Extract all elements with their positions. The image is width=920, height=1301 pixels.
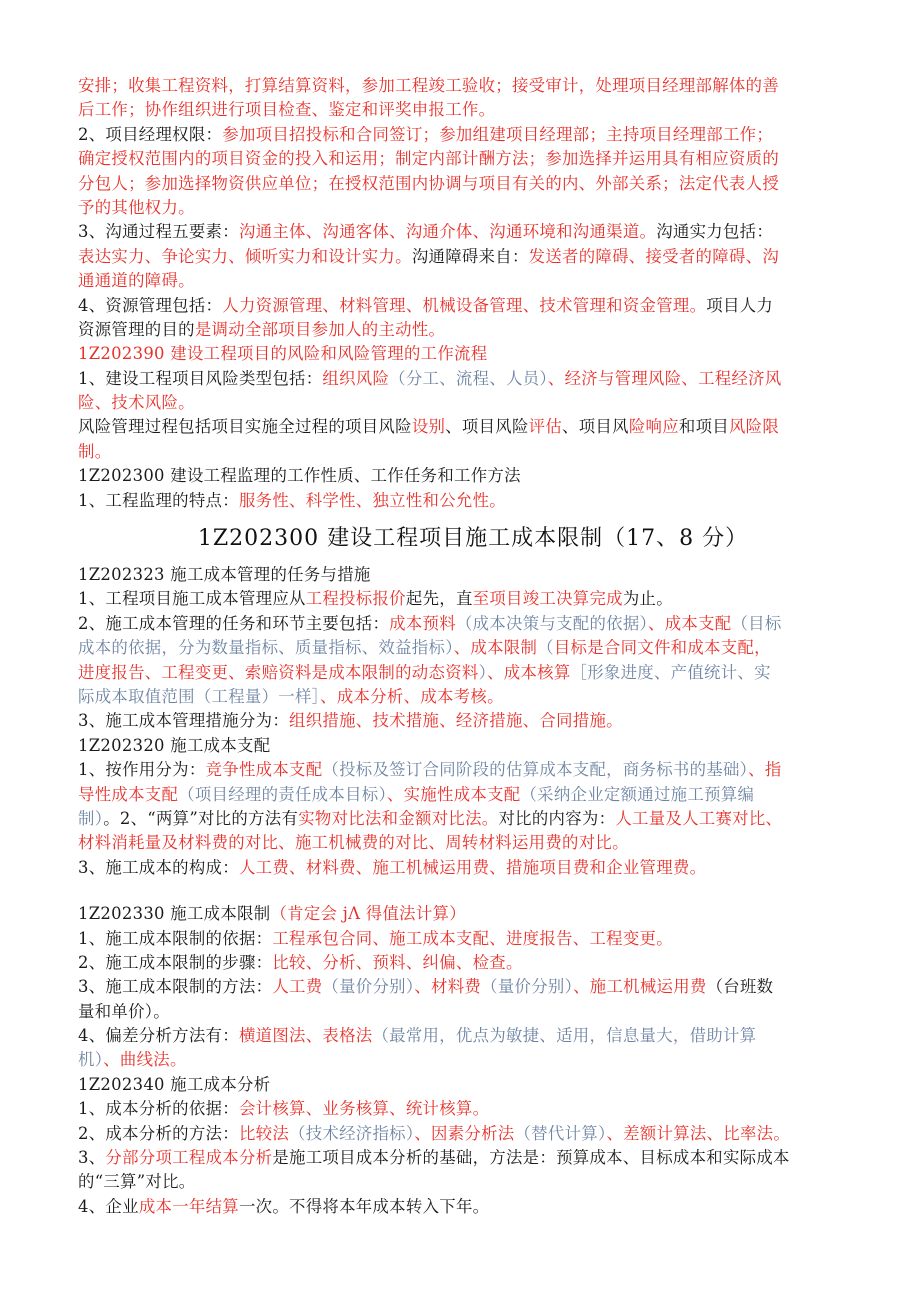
text-segment: 3、施工成本管理措施分为： bbox=[78, 711, 290, 731]
text-segment: 4、资源管理包括： bbox=[78, 295, 223, 315]
text-segment: 工程投标报价 bbox=[305, 589, 406, 609]
text-segment: 、材料费 bbox=[414, 977, 482, 997]
section-project-management bbox=[78, 74, 868, 513]
text-segment: 3、 bbox=[78, 1148, 106, 1168]
text-segment: 、差额计算法、比率法。 bbox=[606, 1123, 791, 1143]
text-segment: 险响应 bbox=[628, 417, 679, 437]
text-segment: 成本一年结算 bbox=[138, 1196, 239, 1216]
text-segment: 。2、“两算”对比的方法有 bbox=[103, 808, 299, 828]
text-segment: 、经济与管理风险、工程经济风 bbox=[547, 368, 782, 388]
text-segment: 、成本核算 bbox=[487, 662, 571, 682]
text-segment: 险、技术风险。 bbox=[78, 393, 195, 413]
text-segment: 1、施工成本限制的依据： bbox=[78, 928, 273, 948]
text-segment: 会计核算、业务核算、统计核算。 bbox=[238, 1099, 490, 1119]
text-segment: 1Z202320 施工成本支配 bbox=[78, 735, 271, 755]
text-segment: 参加项目招投标和合同签订；参加组建项目经理部；主持项目经理部工作； bbox=[222, 124, 774, 144]
text-line bbox=[78, 758, 868, 782]
text-segment: 1Z202323 施工成本管理的任务与措施 bbox=[78, 565, 371, 585]
text-segment: 对比的内容为： bbox=[498, 808, 616, 828]
text-segment: 分部分项工程成本分析 bbox=[105, 1148, 273, 1168]
text-segment: 比较法 bbox=[238, 1123, 290, 1143]
text-segment: 3、施工成本的构成： bbox=[78, 857, 239, 877]
text-segment: 3、沟通过程五要素： bbox=[78, 222, 239, 242]
text-line bbox=[78, 612, 868, 636]
text-line bbox=[78, 807, 868, 831]
text-segment: 工程承包合同、施工成本支配、进度报告、工程变更。 bbox=[272, 928, 673, 948]
text-line bbox=[78, 1195, 868, 1219]
text-segment: 成本的依据，分为数量指标、质量指标、效益指标） bbox=[78, 638, 454, 658]
text-segment: 是调动全部项目参加人的主动性。 bbox=[194, 319, 446, 339]
text-segment: 沟通实力包括： bbox=[656, 222, 774, 242]
text-segment: 、成本限制 bbox=[453, 638, 538, 658]
text-segment: 风险限 bbox=[728, 417, 780, 437]
text-line bbox=[78, 1000, 868, 1024]
page-title: 1Z202300 建设工程项目施工成本限制（17、8 分） bbox=[197, 526, 749, 552]
text-segment: 、成本支配 bbox=[648, 613, 732, 633]
text-line bbox=[78, 902, 868, 926]
section-cost-management bbox=[78, 563, 868, 880]
text-segment: 沟通障碍来自： bbox=[411, 246, 529, 266]
text-line bbox=[78, 98, 868, 122]
text-segment: 为止。 bbox=[622, 589, 673, 609]
text-line bbox=[78, 685, 868, 709]
text-segment: 予的其他权力。 bbox=[78, 197, 195, 217]
text-line bbox=[78, 1024, 868, 1048]
text-line bbox=[78, 587, 868, 611]
text-segment: 1、工程项目施工成本管理应从 bbox=[78, 589, 306, 609]
text-segment: 1Z202340 施工成本分析 bbox=[78, 1074, 271, 1094]
text-line bbox=[78, 464, 868, 488]
text-segment: 2、施工成本限制的步骤： bbox=[78, 952, 273, 972]
section-cost-control bbox=[78, 902, 868, 1219]
text-line bbox=[78, 1073, 868, 1097]
text-line bbox=[78, 951, 868, 975]
text-segment: 的“三算”对比。 bbox=[78, 1172, 196, 1192]
text-segment: （ bbox=[537, 638, 554, 658]
text-line bbox=[78, 1122, 868, 1146]
text-segment: 设别 bbox=[411, 417, 446, 437]
text-segment: 3、施工成本限制的方法： bbox=[78, 977, 273, 997]
text-line bbox=[78, 269, 868, 293]
text-segment: （分工、流程、人员） bbox=[389, 368, 548, 388]
text-line bbox=[78, 74, 868, 98]
text-segment: 风险管理过程包括项目实施全过程的项目风险 bbox=[78, 417, 412, 437]
text-segment: 人工量及人工赛对比、 bbox=[615, 808, 783, 828]
text-line bbox=[78, 245, 868, 269]
text-line bbox=[78, 709, 868, 733]
text-line bbox=[78, 734, 868, 758]
text-segment: （最常用，优点为敏捷、适用，信息量大，借助计算 bbox=[372, 1026, 757, 1046]
text-segment: 起先，直 bbox=[405, 589, 473, 609]
text-segment: 1、成本分析的依据： bbox=[78, 1099, 239, 1119]
text-segment: 发送者的障碍、接受者的障碍、沟 bbox=[528, 246, 780, 266]
text-segment: 确定授权范围内的项目资金的投入和运用；制定内部计酬方法；参加选择并运用具有相应资质的 bbox=[78, 149, 780, 169]
text-segment: 、项目风 bbox=[562, 417, 629, 437]
text-line bbox=[78, 1170, 868, 1194]
text-segment: 通通道的障碍。 bbox=[78, 271, 195, 291]
text-segment: 实物对比法和金额对比法。 bbox=[298, 808, 499, 828]
text-segment: （目标 bbox=[731, 613, 782, 633]
text-segment: 、实施性成本支配 bbox=[386, 784, 521, 804]
text-line bbox=[78, 391, 868, 415]
text-segment: 、指 bbox=[748, 760, 782, 780]
text-segment: 、因素分析法 bbox=[414, 1123, 515, 1143]
text-segment: 、成本分析、成本考核。 bbox=[320, 686, 504, 706]
text-segment: 组织风险 bbox=[322, 368, 390, 388]
text-line bbox=[78, 831, 868, 855]
text-segment: 和项目 bbox=[678, 417, 729, 437]
text-segment: 4、企业 bbox=[78, 1196, 139, 1216]
text-segment: （量价分别） bbox=[481, 977, 574, 997]
text-line bbox=[78, 220, 868, 244]
text-segment: （肯定会 jΛ 得值法计算） bbox=[270, 904, 466, 924]
text-segment: （替代计算） bbox=[514, 1123, 607, 1143]
text-segment: 、施工机械运用费 bbox=[573, 977, 707, 997]
text-segment: 评估 bbox=[528, 417, 563, 437]
text-segment: 1Z202300 建设工程监理的工作性质、工作任务和工作方法 bbox=[78, 466, 521, 486]
text-segment: 是施工项目成本分析的基础，方法是：预算成本、目标成本和实际成本 bbox=[272, 1148, 790, 1168]
text-line bbox=[78, 783, 868, 807]
text-segment: （台班数 bbox=[706, 977, 774, 997]
text-line bbox=[78, 342, 868, 366]
text-line bbox=[78, 1048, 868, 1072]
text-segment: （采纳企业定额通过施工预算编 bbox=[520, 784, 755, 804]
text-line bbox=[78, 975, 868, 999]
text-segment: 项目人力 bbox=[706, 295, 774, 315]
text-segment: 后工作；协作组织进行项目检查、鉴定和评奖申报工作。 bbox=[78, 100, 496, 120]
text-line bbox=[78, 661, 868, 685]
text-segment: 制） bbox=[78, 808, 104, 828]
text-line bbox=[78, 318, 868, 342]
text-segment: 2、成本分析的方法： bbox=[78, 1123, 239, 1143]
text-segment: （量价分别） bbox=[322, 977, 415, 997]
text-line bbox=[78, 294, 868, 318]
text-segment: 沟通主体、沟通客体、沟通介体、沟通环境和沟通渠道。 bbox=[238, 222, 657, 242]
text-line bbox=[78, 415, 868, 439]
text-segment: 1、按作用分为： bbox=[78, 760, 206, 780]
text-line bbox=[78, 927, 868, 951]
document-page bbox=[78, 74, 868, 1219]
text-segment: 一次。不得将本年成本转入下年。 bbox=[238, 1196, 490, 1216]
text-segment: ） bbox=[478, 662, 488, 682]
text-line bbox=[78, 489, 868, 513]
text-segment: 机） bbox=[78, 1050, 104, 1070]
text-segment: （项目经理的责任成本目标） bbox=[178, 784, 387, 804]
text-segment: 1Z202330 施工成本限制 bbox=[78, 904, 271, 924]
text-line bbox=[78, 196, 868, 220]
text-segment: 材料消耗量及材料费的对比、施工机械费的对比、周转材料运用费的对比。 bbox=[78, 833, 629, 853]
text-line bbox=[78, 636, 868, 660]
text-segment: 竞争性成本支配 bbox=[205, 760, 323, 780]
text-segment: 制。 bbox=[78, 441, 112, 461]
text-line bbox=[78, 440, 868, 464]
spacer bbox=[78, 880, 868, 902]
text-segment: 人力资源管理、材料管理、机械设备管理、技术管理和资金管理。 bbox=[222, 295, 707, 315]
text-segment: 、项目风险 bbox=[445, 417, 529, 437]
text-segment: 表达实力、争论实力、倾听实力和设计实力。 bbox=[78, 246, 412, 266]
text-segment: 际成本取值范围（工程量）一样］ bbox=[78, 686, 321, 706]
text-line bbox=[78, 123, 868, 147]
text-segment: 1Z202390 建设工程项目的风险和风险管理的工作流程 bbox=[78, 344, 488, 364]
text-segment: 成本预料 bbox=[389, 613, 456, 633]
text-segment: 比较、分析、预料、纠偏、检查。 bbox=[272, 952, 523, 972]
text-segment: 量和单价）。 bbox=[78, 1001, 170, 1021]
text-segment: 目标是合同文件和成本支配， bbox=[553, 638, 771, 658]
text-segment: 安排；收集工程资料，打算结算资料，参加工程竣工验收；接受审计，处理项目经理部解体的善 bbox=[78, 76, 780, 95]
text-segment: 分包人；参加选择物资供应单位；在授权范围内协调与项目有关的内、外部关系；法定代表人授 bbox=[78, 173, 780, 193]
text-line bbox=[78, 147, 868, 171]
text-segment: （投标及签订合同阶段的估算成本支配，商务标书的基础） bbox=[322, 760, 749, 780]
text-segment: 资源管理的目的 bbox=[78, 319, 195, 339]
text-segment: （技术经济指标） bbox=[289, 1123, 415, 1143]
text-segment: （成本决策与支配的依据） bbox=[455, 613, 649, 633]
text-segment: 、曲线法。 bbox=[103, 1050, 187, 1070]
text-segment: 人工费 bbox=[272, 977, 323, 997]
text-line bbox=[78, 172, 868, 196]
text-segment: 横道图法、表格法 bbox=[238, 1026, 373, 1046]
text-segment: 服务性、科学性、独立性和公允性。 bbox=[238, 490, 507, 510]
text-line bbox=[78, 1146, 868, 1170]
text-segment: 进度报告、工程变更、索赔资料是成本限制的动态资料 bbox=[78, 662, 479, 682]
text-segment: 组织措施、技术措施、经济措施、合同措施。 bbox=[289, 711, 623, 731]
text-segment: ［形象进度、产值统计、实 bbox=[570, 662, 771, 682]
text-line bbox=[78, 563, 868, 587]
text-segment: 2、施工成本管理的任务和环节主要包括： bbox=[78, 613, 390, 633]
text-segment: 4、偏差分析方法有： bbox=[78, 1026, 239, 1046]
text-line bbox=[78, 367, 868, 391]
text-line bbox=[78, 856, 868, 880]
text-segment: 1、工程监理的特点： bbox=[78, 490, 239, 510]
text-segment: 人工费、材料费、施工机械运用费、措施项目费和企业管理费。 bbox=[238, 857, 707, 877]
text-line bbox=[78, 1097, 868, 1121]
text-segment: 1、建设工程项目风险类型包括： bbox=[78, 368, 323, 388]
text-segment: 至项目竣工决算完成 bbox=[472, 589, 623, 609]
text-segment: 2、项目经理权限： bbox=[78, 124, 223, 144]
text-segment: 导性成本支配 bbox=[78, 784, 179, 804]
